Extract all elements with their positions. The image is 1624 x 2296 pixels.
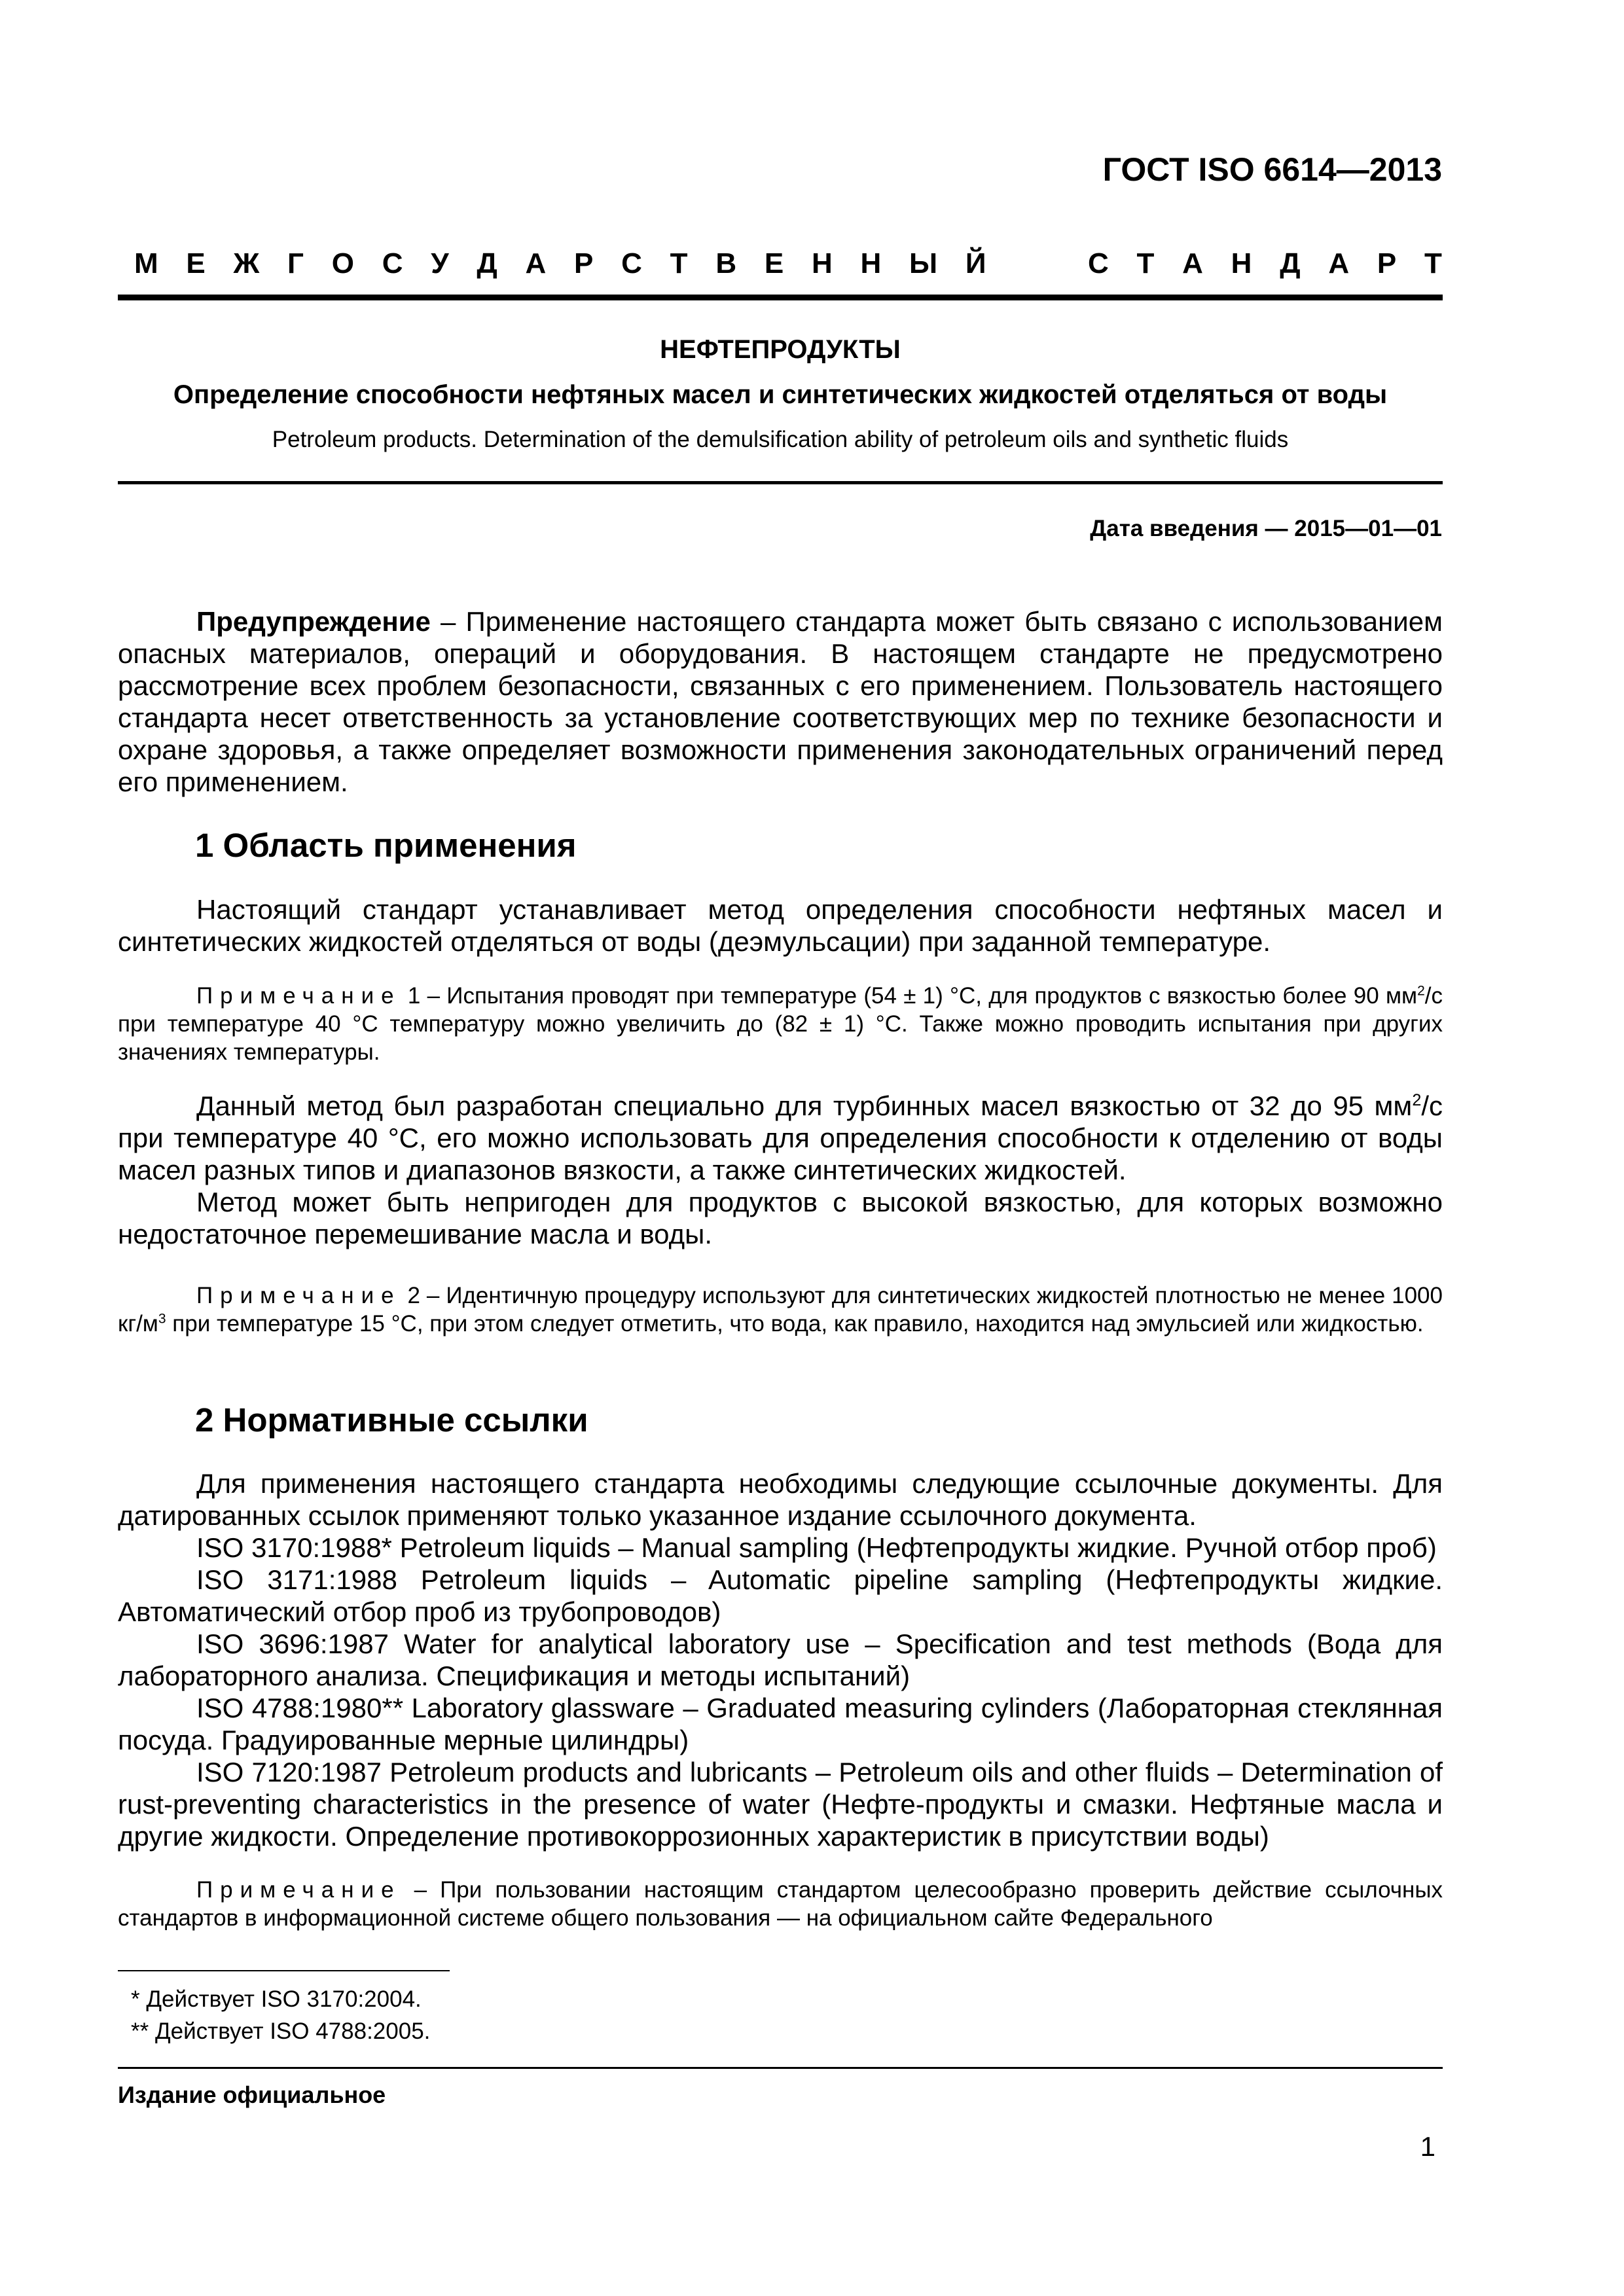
heading-letter: М [134,247,158,279]
reference-item: ISO 4788:1980** Laboratory glassware – Graduated measuring cylinders (Лабораторная стеклянная посуда. Градуированные мерные цилиндры) [118,1693,1443,1755]
footnotes [131,1983,430,2047]
paragraph-text: Настоящий стандарт устанавливает метод определения способности нефтяных масел и синтетических жидкостей отделяться от воды (деэмульсации) при заданной температуре. [118,894,1443,957]
heading-letter: Д [1280,247,1301,279]
note-text-cont: /с при температуре 40 °С температуру можно увеличить до (82 ± 1) °С. Также можно проводить испытания при других значениях температуры. [118,983,1443,1065]
reference-item: ISO 7120:1987 Petroleum products and lubricants – Petroleum oils and other fluids – Determination of rust-preventing characteristics in the presence of water (Нефте-продукты и смазки. Нефтяные масла и другие жидкости. Определение противокоррозионных характеристик в присутствии воды) [118,1757,1443,1852]
warning-label: Предупреждение [196,606,431,637]
heading-letter: С [621,247,642,279]
introduction-date: Дата введения — 2015—01—01 [1090,516,1442,541]
note-2 [118,1282,1443,1338]
page-number: 1 [1420,2131,1435,2162]
standard-designation: ГОСТ ISO 6614—2013 [1102,151,1442,188]
paragraph-text: Данный метод был разработан специально для турбинных масел вязкостью от 32 до 95 мм [196,1090,1413,1121]
section-1-paragraph-1 [118,893,1443,958]
heading-letter: Н [860,247,882,279]
heading-letter: Д [477,247,497,279]
note-text-cont: при температуре 15 °С, при этом следует отметить, что вода, как правило, находится над эмульсией или жидкостью. [166,1311,1424,1336]
footnote-item: * Действует ISO 3170:2004. [131,1986,422,2012]
note-number: 2 [401,1283,427,1308]
heading-letter: С [1087,247,1109,279]
word-gap [1014,247,1060,280]
superscript: 2 [1412,1091,1422,1109]
heading-letter: Т [1136,247,1155,279]
reference-item: ISO 3696:1987 Water for analytical laboratory use – Specification and test methods (Вода для лабораторного анализа. Спецификация и методы испытаний) [118,1628,1443,1691]
heading-letter: Н [811,247,833,279]
heading-letter: Е [186,247,206,279]
note-text: – При пользовании настоящим стандартом целесообразно проверить действие ссылочных стандартов в информационной системе общего пользования — на официальном сайте Федерального [118,1877,1443,1931]
section-1-heading: 1 Область применения [195,827,577,864]
heading-letter: С [382,247,403,279]
heading-letter: Е [764,247,784,279]
heading-letter: У [431,247,449,279]
standard-kind-heading [134,247,1442,280]
heading-letter: Р [574,247,594,279]
title-rule [118,481,1443,484]
heading-letter: Ж [233,247,260,279]
note-number: 1 [401,983,427,1009]
heading-letter: Р [1377,247,1397,279]
heading-letter: Т [670,247,688,279]
heading-letter: А [1328,247,1350,279]
heading-letter: О [331,247,354,279]
document-title-ru: НЕФТЕПРОДУКТЫ [660,335,901,364]
heading-letter: Й [965,247,986,279]
note-text: – Идентичную процедуру используют для синтетических жидкостей плотностью не менее 1000 кг/м [118,1283,1443,1336]
footer-rule [118,2067,1443,2069]
heading-letter: Н [1231,247,1252,279]
heading-letter: А [1182,247,1203,279]
note-1 [118,982,1443,1066]
footnote-item: ** Действует ISO 4788:2005. [131,2018,431,2044]
heading-letter: А [525,247,547,279]
superscript: 2 [1417,983,1425,999]
section-2-heading: 2 Нормативные ссылки [195,1401,588,1439]
section-2-body [118,1467,1443,1852]
section-1-paragraphs [118,1090,1443,1250]
warning-text: – Применение настоящего стандарта может быть связано с использованием опасных материалов, операций и оборудования. В настоящем стандарте не предусмотрено рассмотрение всех проблем безопасности, связанных с его применением. Пользователь настоящего стандарта несет ответственность за установление соответствующих мер по технике безопасности и охране здоровья, а также определяет возможности применения законодательных ограничений перед его применением. [118,606,1443,797]
note-text: – Испытания проводят при температуре (54 ± 1) °С, для продуктов с вязкостью более 90 мм [427,983,1418,1009]
heading-letter: Т [1424,247,1442,279]
references-note [118,1876,1443,1932]
footnote-separator [118,1970,450,1971]
reference-item: ISO 3171:1988 Petroleum liquids – Automatic pipeline sampling (Нефтепродукты жидкие. Автоматический отбор проб из трубопроводов) [118,1564,1443,1627]
document-subtitle-ru: Определение способности нефтяных масел и синтетических жидкостей отделяться от воды [173,380,1388,409]
note-label: Примечание [196,1877,401,1903]
edition-label: Издание официальное [118,2081,386,2108]
note-label: Примечание [196,1283,401,1308]
heading-letter: В [715,247,737,279]
document-title-en: Petroleum products. Determination of the demulsification ability of petroleum oils and synthetic fluids [272,427,1289,452]
section-2-paragraph-1: Для применения настоящего стандарта необходимы следующие ссылочные документы. Для датированных ссылок применяют только указанное издание ссылочного документа. [118,1468,1443,1531]
warning-paragraph [118,605,1443,798]
note-label: Примечание [196,983,401,1009]
heading-letter: Ы [909,247,938,279]
superscript: 3 [158,1311,166,1327]
paragraph-text-cont: /с при температуре 40 °С, его можно использовать для определения способности к отделению от воды масел разных типов и диапазонов вязкости, а также синтетических жидкостей. [118,1090,1443,1185]
reference-item: ISO 3170:1988* Petroleum liquids – Manual sampling (Нефтепродукты жидкие. Ручной отбор проб) [196,1532,1437,1563]
paragraph-text-3: Метод может быть непригоден для продуктов с высокой вязкостью, для которых возможно недостаточное перемешивание масла и воды. [118,1187,1443,1249]
header-rule [118,295,1443,300]
heading-letter: Г [287,247,304,279]
